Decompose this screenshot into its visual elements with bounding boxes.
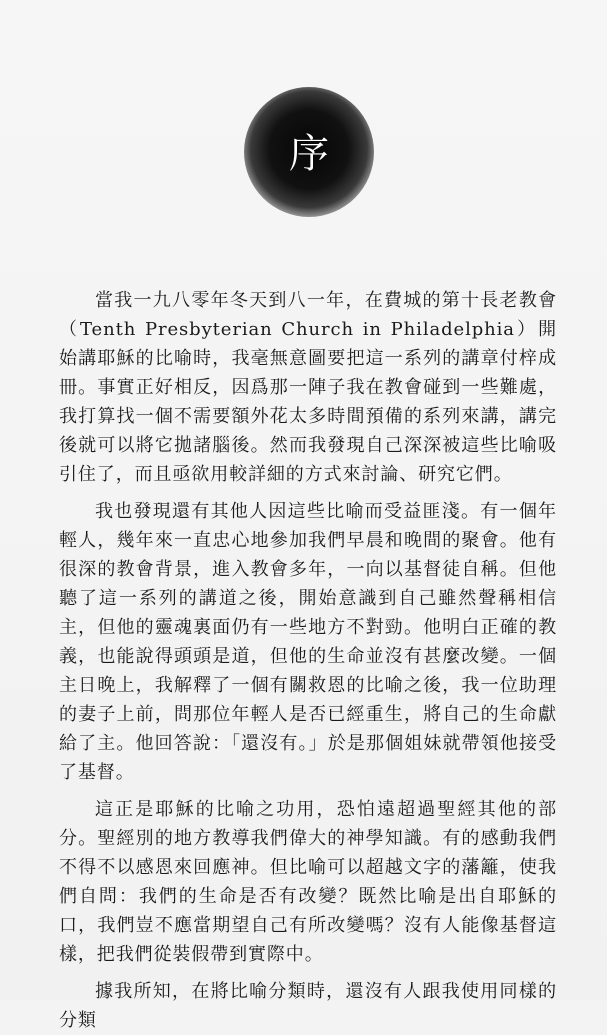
paragraph-3: 這正是耶穌的比喻之功用，恐怕遠超過聖經其他的部分。聖經別的地方教導我們偉大的神學知識。有的感動我們不得不以感恩來回應神。但比喻可以超越文字的藩籬，使我們自問：我們的生命是否有改變？既然比喻是出自耶穌的口，我們豈不應當期望自己有所改變嗎？沒有人能像基督這樣，把我們從裝假帶到實際中。 (59, 799, 557, 965)
title-orb (244, 87, 374, 217)
paragraph-1: 當我一九八零年冬天到八一年，在費城的第十長老教會（Tenth Presbyterian Church in Philadelphia）開始講耶穌的比喻時，我毫無意圖要把這一系列的講章付梓成冊。事實正好相反，因爲那一陣子我在教會碰到一些難處，我打算找一個不需要額外花太多時間預備的系列來講，講完後就可以將它拋諸腦後。然而我發現自己深深被這些比喻吸引住了，而且亟欲用較詳細的方式來討論、研究它們。 (59, 290, 557, 485)
paragraph-4: 據我所知，在將比喻分類時，還沒有人跟我使用同樣的分類 (59, 981, 557, 1031)
preface-title: 序 (289, 131, 329, 177)
preface-body (59, 286, 557, 1035)
paragraph-2: 我也發現還有其他人因這些比喻而受益匪淺。有一個年輕人，幾年來一直忠心地參加我們早晨和晚間的聚會。他有很深的教會背景，進入教會多年，一向以基督徒自稱。但他聽了這一系列的講道之後，開始意識到自己雖然聲稱相信主，但他的靈魂裏面仍有一些地方不對勁。他明白正確的教義，也能說得頭頭是道，但他的生命並沒有甚麼改變。一個主日晚上，我解釋了一個有關救恩的比喻之後，我一位助理的妻子上前，問那位年輕人是否已經重生，將自己的生命獻給了主。他回答說：「還沒有。」於是那個姐妹就帶領他接受了基督。 (59, 501, 557, 783)
